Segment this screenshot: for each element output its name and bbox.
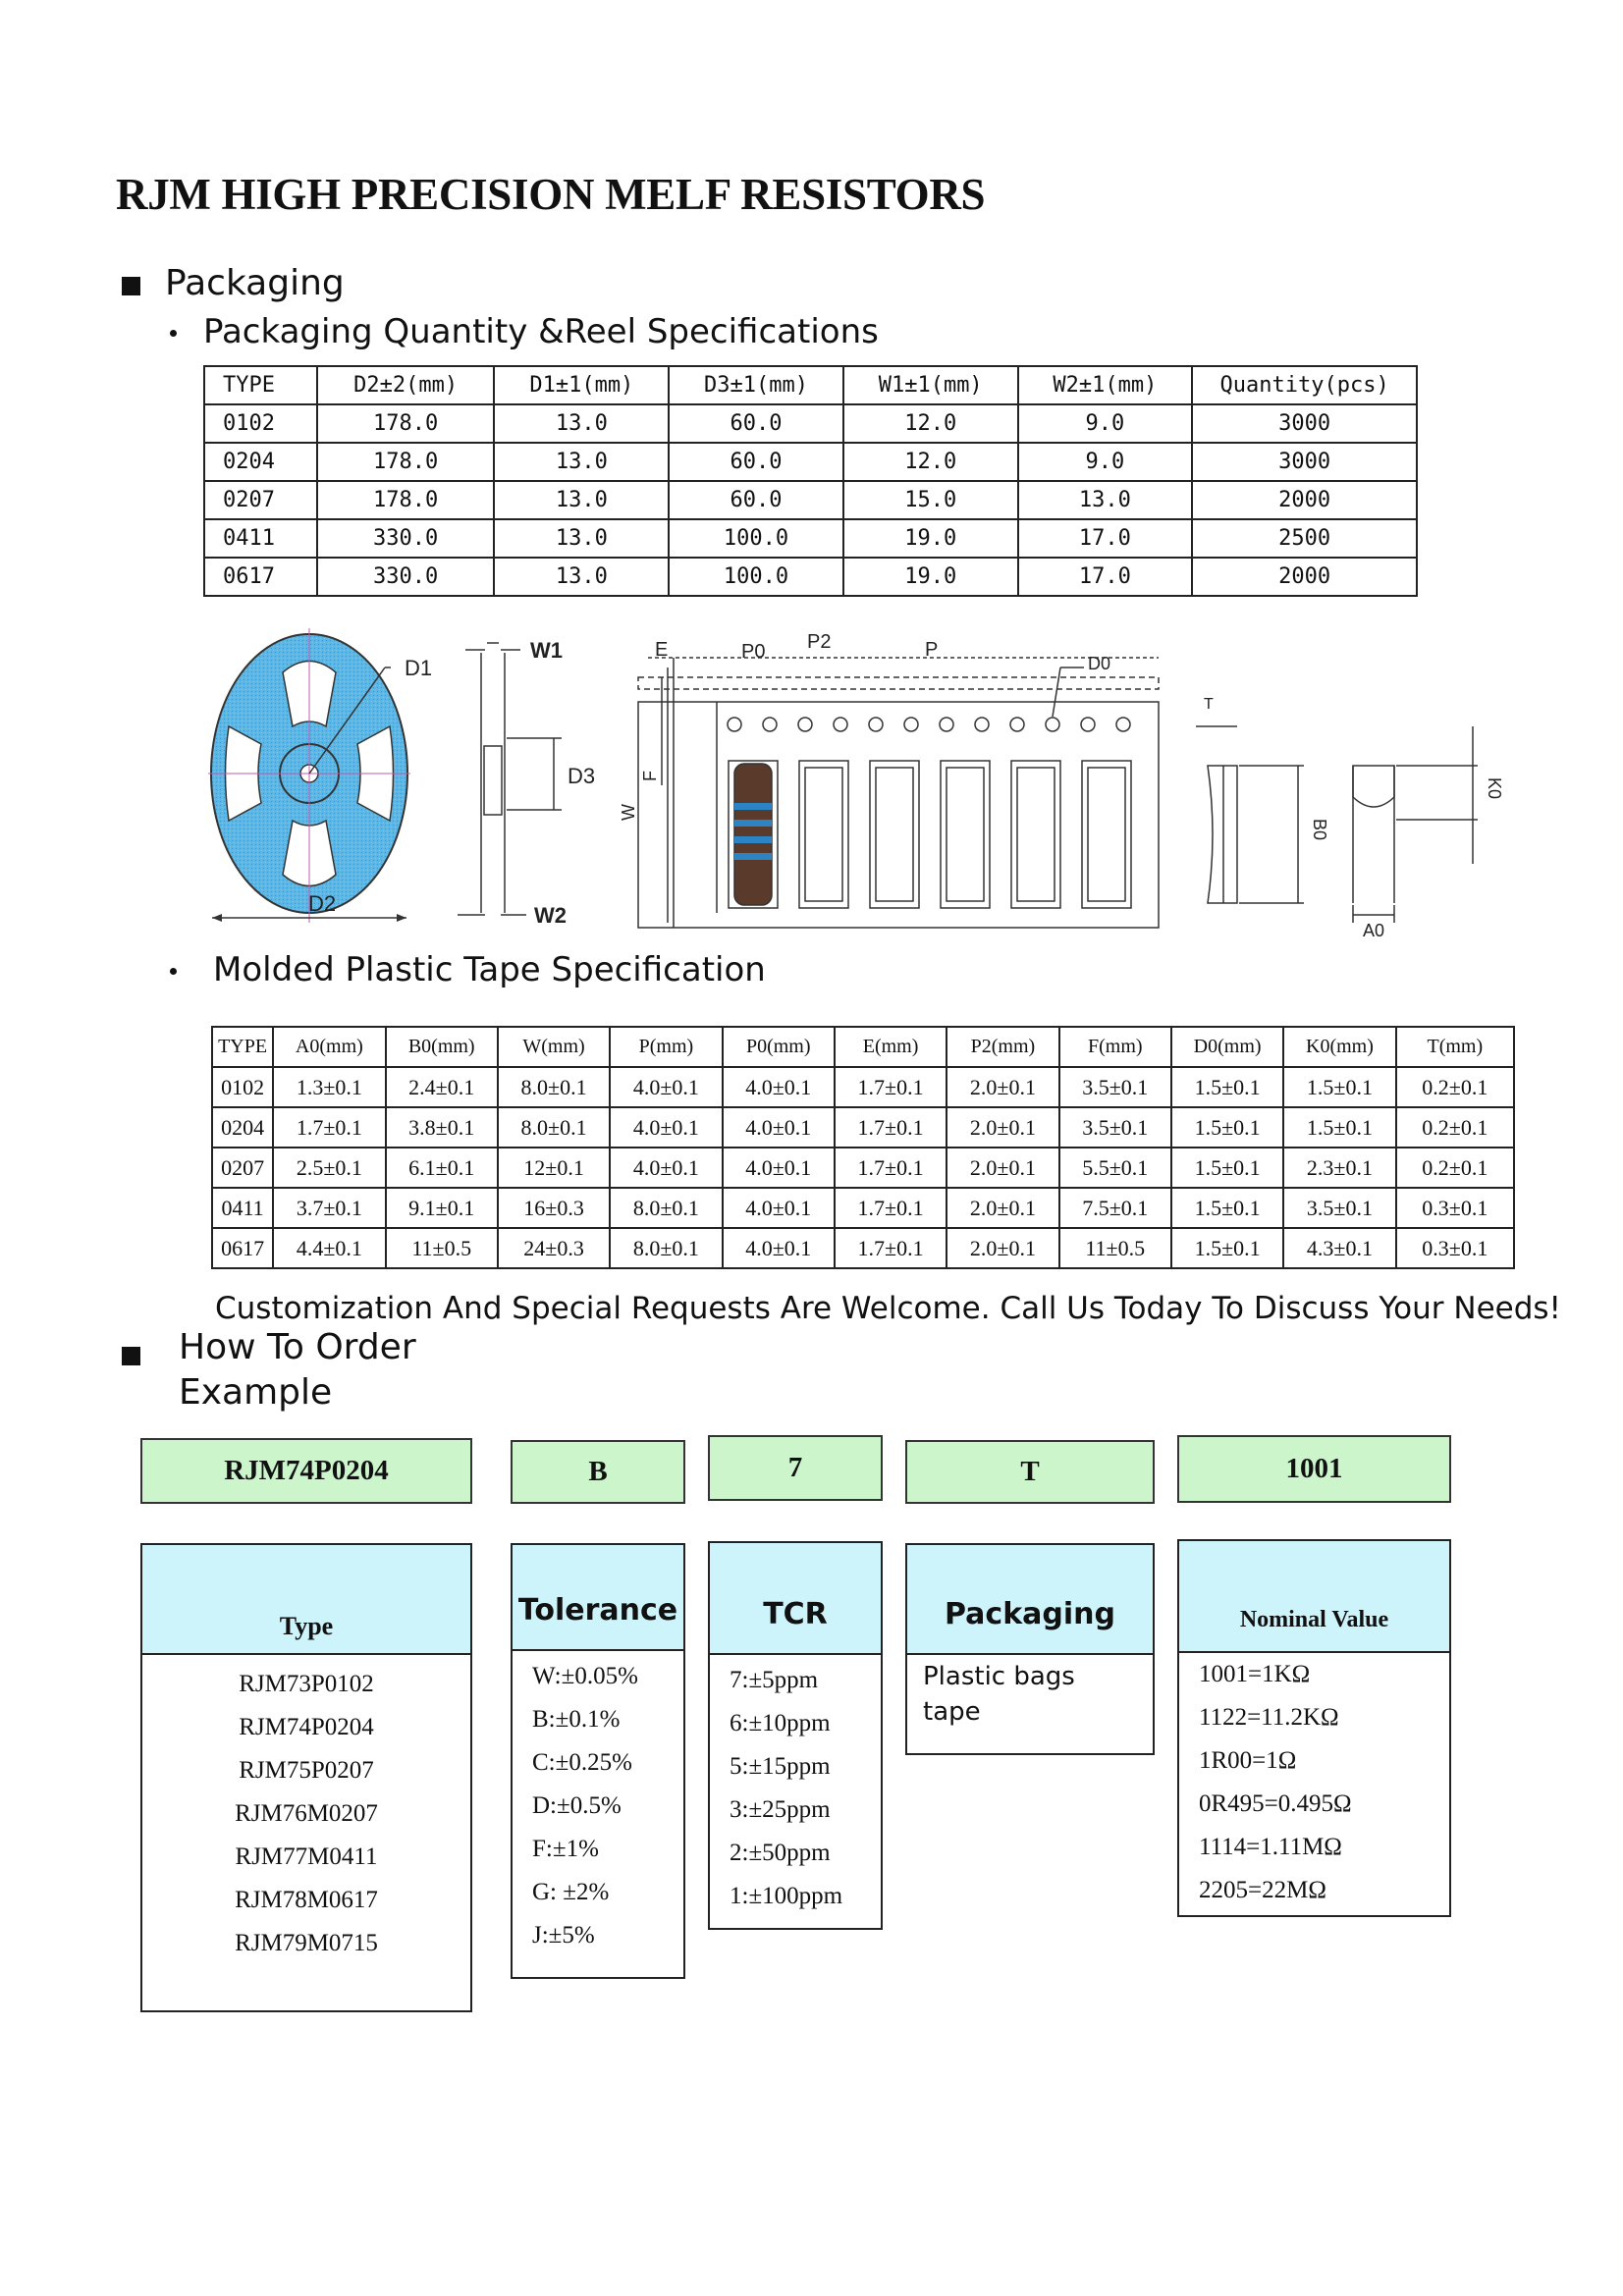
table-cell: 11±0.5 — [1059, 1228, 1171, 1268]
table-cell: 2000 — [1192, 558, 1417, 596]
table-cell: 12.0 — [843, 443, 1018, 481]
list-item: 3:±25ppm — [730, 1796, 831, 1823]
column-header: W(mm) — [498, 1027, 610, 1067]
table-cell: 2.5±0.1 — [273, 1148, 385, 1188]
column-header: W2±1(mm) — [1018, 366, 1193, 404]
type-header: Type — [142, 1545, 470, 1655]
order-heading: How To Order — [179, 1327, 416, 1367]
column-header: A0(mm) — [273, 1027, 385, 1067]
packaging-options — [905, 1543, 1155, 1755]
tolerance-options — [511, 1543, 685, 1979]
table-cell: 12±0.1 — [498, 1148, 610, 1188]
table-cell: 1.5±0.1 — [1283, 1067, 1395, 1107]
packaging-header: Packaging — [907, 1545, 1153, 1655]
code-type: RJM74P0204 — [140, 1438, 472, 1504]
list-item: J:±5% — [532, 1922, 595, 1949]
reel-spec-heading: Packaging Quantity &Reel Specifications — [203, 312, 879, 351]
diagram-label-w1: W1 — [530, 638, 563, 663]
section-bullet — [122, 1347, 140, 1365]
list-item: Plastic bags — [923, 1662, 1075, 1691]
table-cell: 4.4±0.1 — [273, 1228, 385, 1268]
subsection-bullet — [170, 968, 177, 975]
table-cell: 330.0 — [317, 519, 495, 558]
column-header: Quantity(pcs) — [1192, 366, 1417, 404]
table-cell: 2.3±0.1 — [1283, 1148, 1395, 1188]
tape-spec-heading: Molded Plastic Tape Specification — [213, 950, 766, 989]
table-row — [204, 404, 1417, 443]
table-cell: 0.2±0.1 — [1396, 1067, 1514, 1107]
table-cell: 4.0±0.1 — [723, 1067, 835, 1107]
list-item: 6:±10ppm — [730, 1710, 831, 1736]
table-cell: 0207 — [212, 1148, 273, 1188]
type-options — [140, 1543, 472, 2012]
table-cell: 4.0±0.1 — [723, 1188, 835, 1228]
table-cell: 13.0 — [494, 481, 669, 519]
table-header-row — [212, 1027, 1514, 1067]
example-heading: Example — [179, 1372, 333, 1413]
code-nominal: 1001 — [1177, 1435, 1451, 1503]
table-cell: 3000 — [1192, 443, 1417, 481]
resistor-in-pocket — [734, 764, 772, 905]
table-cell: 1.5±0.1 — [1283, 1107, 1395, 1148]
table-cell: 3.5±0.1 — [1059, 1067, 1171, 1107]
list-item: 1001=1KΩ — [1199, 1661, 1311, 1687]
table-cell: 4.0±0.1 — [610, 1148, 722, 1188]
list-item: tape — [923, 1697, 981, 1727]
table-cell: 9.0 — [1018, 443, 1193, 481]
diagram-label-f: F — [640, 771, 660, 781]
table-cell: 13.0 — [494, 404, 669, 443]
list-item: RJM78M0617 — [235, 1887, 378, 1913]
diagram-label-p2: P2 — [807, 631, 832, 653]
table-cell: 8.0±0.1 — [498, 1107, 610, 1148]
list-item: 1R00=1Ω — [1199, 1747, 1297, 1774]
diagram-label-b0: B0 — [1310, 819, 1329, 841]
list-item: RJM76M0207 — [235, 1800, 378, 1827]
list-item: 0R495=0.495Ω — [1199, 1790, 1352, 1817]
column-header: E(mm) — [835, 1027, 947, 1067]
column-header: P2(mm) — [947, 1027, 1058, 1067]
column-header: W1±1(mm) — [843, 366, 1018, 404]
column-header: TYPE — [212, 1027, 273, 1067]
table-cell: 17.0 — [1018, 519, 1193, 558]
tape-cross-section — [1196, 696, 1504, 940]
column-header: K0(mm) — [1283, 1027, 1395, 1067]
list-item: 2:±50ppm — [730, 1840, 831, 1866]
diagram-label-w2: W2 — [534, 903, 567, 928]
diagram-label-t: T — [1204, 696, 1214, 713]
column-header: D1±1(mm) — [494, 366, 669, 404]
table-cell: 3.5±0.1 — [1283, 1188, 1395, 1228]
column-header: P(mm) — [610, 1027, 722, 1067]
table-cell: 60.0 — [669, 443, 843, 481]
table-row — [212, 1228, 1514, 1268]
table-cell: 1.7±0.1 — [835, 1228, 947, 1268]
document-title: RJM HIGH PRECISION MELF RESISTORS — [116, 170, 986, 219]
table-cell: 330.0 — [317, 558, 495, 596]
packaging-heading: Packaging — [165, 263, 345, 303]
list-item: 1:±100ppm — [730, 1883, 843, 1909]
table-cell: 0204 — [204, 443, 317, 481]
list-item: B:±0.1% — [532, 1706, 621, 1733]
table-cell: 11±0.5 — [386, 1228, 498, 1268]
diagram-label-d3: D3 — [568, 764, 596, 788]
list-item: RJM77M0411 — [235, 1843, 378, 1870]
table-cell: 2.0±0.1 — [947, 1107, 1058, 1148]
column-header: B0(mm) — [386, 1027, 498, 1067]
table-cell: 178.0 — [317, 481, 495, 519]
list-item: F:±1% — [532, 1836, 599, 1862]
table-cell: 5.5±0.1 — [1059, 1148, 1171, 1188]
column-header: T(mm) — [1396, 1027, 1514, 1067]
list-item: 2205=22MΩ — [1199, 1877, 1326, 1903]
table-row — [204, 558, 1417, 596]
tcr-header: TCR — [710, 1543, 881, 1655]
table-cell: 1.3±0.1 — [273, 1067, 385, 1107]
carrier-tape-view — [619, 631, 1159, 928]
table-cell: 0.2±0.1 — [1396, 1107, 1514, 1148]
table-row — [204, 443, 1417, 481]
table-cell: 8.0±0.1 — [610, 1228, 722, 1268]
diagram-label-p: P — [925, 639, 939, 661]
column-header: D0(mm) — [1171, 1027, 1283, 1067]
table-cell: 0.3±0.1 — [1396, 1188, 1514, 1228]
column-header: P0(mm) — [723, 1027, 835, 1067]
table-cell: 8.0±0.1 — [610, 1188, 722, 1228]
tcr-options — [708, 1541, 883, 1930]
code-tcr: 7 — [708, 1435, 883, 1501]
table-cell: 100.0 — [669, 558, 843, 596]
section-bullet — [122, 277, 140, 295]
table-header-row — [204, 366, 1417, 404]
table-cell: 0.3±0.1 — [1396, 1228, 1514, 1268]
table-cell: 2000 — [1192, 481, 1417, 519]
list-item: D:±0.5% — [532, 1792, 622, 1819]
table-cell: 60.0 — [669, 404, 843, 443]
reel-front-view — [208, 628, 432, 923]
table-cell: 4.0±0.1 — [723, 1228, 835, 1268]
table-cell: 1.7±0.1 — [835, 1188, 947, 1228]
table-cell: 17.0 — [1018, 558, 1193, 596]
diagram-label-d2: D2 — [308, 891, 337, 916]
column-header: TYPE — [204, 366, 317, 404]
table-row — [212, 1067, 1514, 1107]
table-cell: 19.0 — [843, 558, 1018, 596]
table-cell: 60.0 — [669, 481, 843, 519]
nominal-options — [1177, 1539, 1451, 1917]
table-cell: 178.0 — [317, 443, 495, 481]
table-cell: 2.0±0.1 — [947, 1148, 1058, 1188]
tape-spec-table — [211, 1026, 1515, 1269]
table-cell: 2.0±0.1 — [947, 1228, 1058, 1268]
table-cell: 178.0 — [317, 404, 495, 443]
list-item: 5:±15ppm — [730, 1753, 831, 1780]
table-cell: 3000 — [1192, 404, 1417, 443]
list-item: RJM75P0207 — [239, 1757, 374, 1784]
list-item: C:±0.25% — [532, 1749, 632, 1776]
list-item: 7:±5ppm — [730, 1667, 819, 1693]
table-cell: 9.1±0.1 — [386, 1188, 498, 1228]
table-cell: 2.0±0.1 — [947, 1067, 1058, 1107]
table-cell: 3.8±0.1 — [386, 1107, 498, 1148]
code-tolerance: B — [511, 1440, 685, 1504]
table-cell: 0411 — [204, 519, 317, 558]
table-cell: 15.0 — [843, 481, 1018, 519]
column-header: D2±2(mm) — [317, 366, 495, 404]
table-cell: 4.0±0.1 — [610, 1067, 722, 1107]
table-row — [212, 1107, 1514, 1148]
table-cell: 0617 — [204, 558, 317, 596]
table-cell: 2.4±0.1 — [386, 1067, 498, 1107]
customization-note: Customization And Special Requests Are Welcome. Call Us Today To Discuss Your Needs! — [215, 1291, 1561, 1326]
table-cell: 0204 — [212, 1107, 273, 1148]
subsection-bullet — [170, 330, 177, 337]
table-cell: 2.0±0.1 — [947, 1188, 1058, 1228]
list-item: G: ±2% — [532, 1879, 610, 1905]
table-cell: 1.5±0.1 — [1171, 1188, 1283, 1228]
table-cell: 13.0 — [494, 519, 669, 558]
list-item: 1122=11.2KΩ — [1199, 1704, 1339, 1731]
table-cell: 2500 — [1192, 519, 1417, 558]
table-cell: 13.0 — [494, 558, 669, 596]
reel-spec-table — [203, 365, 1418, 597]
table-cell: 6.1±0.1 — [386, 1148, 498, 1188]
reel-side-view — [458, 638, 595, 928]
diagram-label-e: E — [655, 639, 669, 661]
column-header: F(mm) — [1059, 1027, 1171, 1067]
table-row — [204, 481, 1417, 519]
code-packaging: T — [905, 1440, 1155, 1504]
table-cell: 4.0±0.1 — [610, 1107, 722, 1148]
table-cell: 1.5±0.1 — [1171, 1148, 1283, 1188]
table-cell: 13.0 — [1018, 481, 1193, 519]
nominal-header: Nominal Value — [1179, 1541, 1449, 1653]
list-item: W:±0.05% — [532, 1663, 638, 1689]
table-cell: 13.0 — [494, 443, 669, 481]
table-cell: 0.2±0.1 — [1396, 1148, 1514, 1188]
table-cell: 3.5±0.1 — [1059, 1107, 1171, 1148]
list-item: RJM74P0204 — [239, 1714, 374, 1740]
table-cell: 0102 — [204, 404, 317, 443]
table-cell: 7.5±0.1 — [1059, 1188, 1171, 1228]
diagram-label-p0: P0 — [741, 641, 766, 663]
table-cell: 1.7±0.1 — [835, 1067, 947, 1107]
table-cell: 0411 — [212, 1188, 273, 1228]
table-cell: 3.7±0.1 — [273, 1188, 385, 1228]
table-cell: 16±0.3 — [498, 1188, 610, 1228]
table-cell: 1.7±0.1 — [835, 1148, 947, 1188]
table-cell: 4.0±0.1 — [723, 1107, 835, 1148]
table-cell: 24±0.3 — [498, 1228, 610, 1268]
diagram-label-a0: A0 — [1363, 921, 1385, 940]
list-item: 1114=1.11MΩ — [1199, 1834, 1342, 1860]
table-cell: 4.3±0.1 — [1283, 1228, 1395, 1268]
table-cell: 1.5±0.1 — [1171, 1107, 1283, 1148]
table-cell: 0102 — [212, 1067, 273, 1107]
table-cell: 1.5±0.1 — [1171, 1067, 1283, 1107]
table-cell: 4.0±0.1 — [723, 1148, 835, 1188]
table-row — [212, 1148, 1514, 1188]
table-row — [212, 1188, 1514, 1228]
table-cell: 9.0 — [1018, 404, 1193, 443]
table-cell: 19.0 — [843, 519, 1018, 558]
diagram-label-w: W — [619, 804, 638, 821]
table-cell: 1.5±0.1 — [1171, 1228, 1283, 1268]
diagram-label-d1: D1 — [405, 656, 433, 680]
diagram-label-k0: K0 — [1485, 777, 1504, 800]
table-cell: 100.0 — [669, 519, 843, 558]
table-row — [204, 519, 1417, 558]
reel-tape-diagram — [0, 628, 1623, 942]
table-cell: 0207 — [204, 481, 317, 519]
table-cell: 1.7±0.1 — [273, 1107, 385, 1148]
tolerance-header: Tolerance — [513, 1545, 683, 1651]
list-item: RJM73P0102 — [239, 1671, 374, 1697]
table-cell: 8.0±0.1 — [498, 1067, 610, 1107]
diagram-label-d0: D0 — [1088, 654, 1111, 673]
table-cell: 12.0 — [843, 404, 1018, 443]
table-cell: 1.7±0.1 — [835, 1107, 947, 1148]
column-header: D3±1(mm) — [669, 366, 843, 404]
list-item: RJM79M0715 — [235, 1930, 378, 1956]
table-cell: 0617 — [212, 1228, 273, 1268]
